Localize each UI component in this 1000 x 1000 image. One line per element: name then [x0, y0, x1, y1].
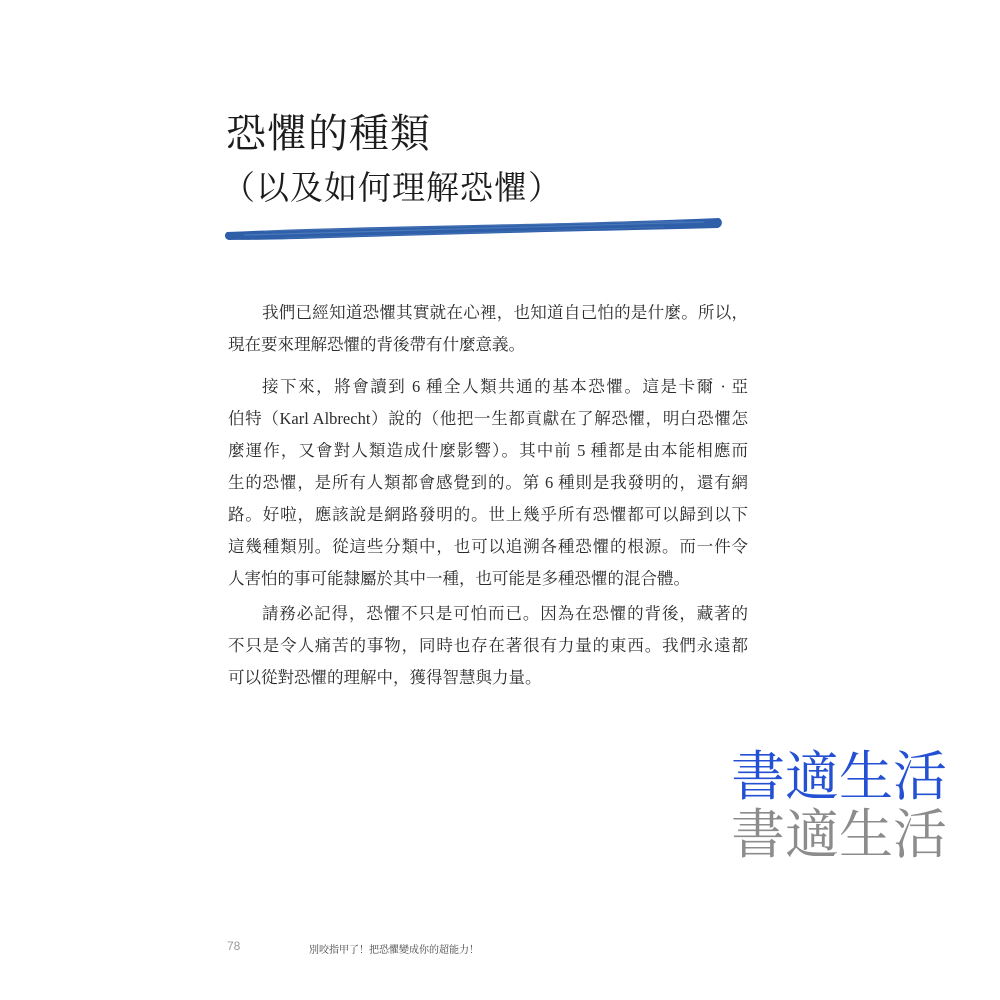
text-line: 我們已經知道恐懼其實就在心裡，也知道自己怕的是什麼。所以， [262, 303, 748, 322]
text-line: 伯特（Karl Albrecht）說的（他把一生都貢獻在了解恐懼，明白恐懼怎 [228, 409, 748, 428]
paragraph [228, 598, 748, 694]
text-line: 可以從對恐懼的理解中，獲得智慧與力量。 [228, 668, 542, 687]
watermark-secondary: 書適生活 [731, 803, 947, 866]
running-title: 別咬指甲了！把恐懼變成你的超能力！ [309, 945, 479, 956]
text-line: 人害怕的事可能隸屬於其中一種，也可能是多種恐懼的混合體。 [228, 569, 690, 588]
text-line: 麼運作，又會對人類造成什麼影響）。其中前 5 種都是由本能相應而 [228, 441, 748, 460]
paragraph [228, 371, 748, 595]
watermark-primary: 書適生活 [731, 745, 947, 808]
page-number: 78 [227, 939, 241, 953]
brush-stroke-underline [224, 211, 724, 243]
text-line: 現在要來理解恐懼的背後帶有什麼意義。 [228, 335, 525, 354]
text-line: 路。好啦，應該說是網路發明的。世上幾乎所有恐懼都可以歸到以下 [228, 505, 748, 524]
text-line: 請務必記得，恐懼不只是可怕而已。因為在恐懼的背後，藏著的 [262, 604, 748, 623]
chapter-subtitle: （以及如何理解恐懼） [222, 168, 562, 207]
text-line: 不只是令人痛苦的事物，同時也存在著很有力量的東西。我們永遠都 [228, 636, 748, 655]
paragraph [228, 297, 748, 361]
body-text [228, 297, 748, 694]
chapter-title: 恐懼的種類 [226, 111, 431, 157]
text-line: 生的恐懼，是所有人類都會感覺到的。第 6 種則是我發明的，還有網 [228, 473, 748, 492]
text-line: 這幾種類別。從這些分類中，也可以追溯各種恐懼的根源。而一件令 [228, 537, 748, 556]
text-line: 接下來，將會讀到 6 種全人類共通的基本恐懼。這是卡爾 · 亞 [262, 377, 748, 396]
